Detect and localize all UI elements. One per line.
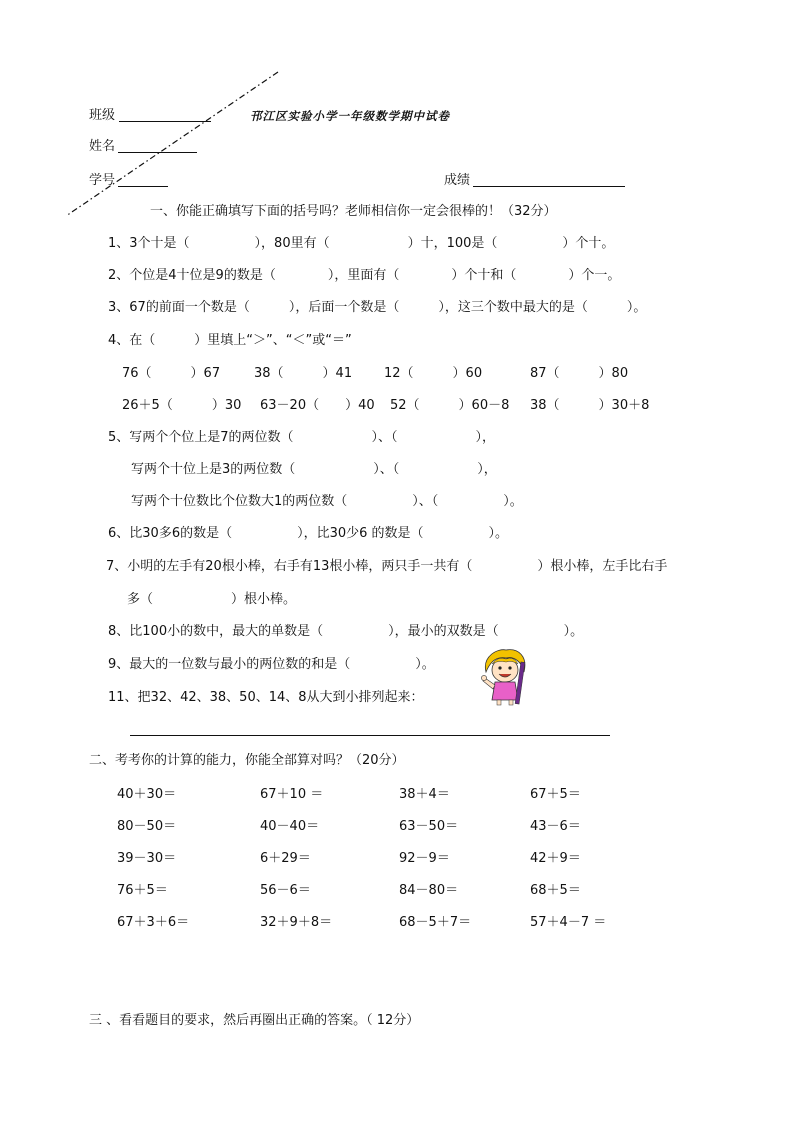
cartoon-girl-illustration <box>478 648 534 706</box>
answer-line-11 <box>130 735 610 736</box>
section2-title: 二、考考你的计算的能力，你能全部算对吗？（20分） <box>89 753 405 768</box>
question-11: 11、把32、42、38、50、14、8从大到小排列起来： <box>108 690 424 705</box>
calc-item: 32＋9＋8＝ <box>260 915 333 930</box>
section3-title: 三 、看看题目的要求，然后再圈出正确的答案。（ 12分） <box>89 1013 420 1028</box>
compare-item: 87（ ）80 <box>530 366 629 381</box>
question-5c: 写两个十位数比个位数大1的两位数（ ）、（ ）。 <box>131 494 523 509</box>
name-blank <box>118 152 197 153</box>
score-blank <box>473 186 625 187</box>
calc-item: 43－6＝ <box>530 819 581 834</box>
class-label: 班级 <box>89 108 116 123</box>
question-1: 1、3个十是（ ），80里有（ ）十，100是（ ）个十。 <box>108 236 615 251</box>
calc-item: 68＋5＝ <box>530 883 581 898</box>
calc-item: 42＋9＝ <box>530 851 581 866</box>
calc-item: 84－80＝ <box>399 883 459 898</box>
calc-item: 67＋5＝ <box>530 787 581 802</box>
question-9: 9、最大的一位数与最小的两位数的和是（ ）。 <box>108 657 435 672</box>
id-blank <box>118 186 168 187</box>
compare-item: 38（ ）30＋8 <box>530 398 650 413</box>
question-8: 8、比100小的数中，最大的单数是（ ），最小的双数是（ ）。 <box>108 624 584 639</box>
calc-item: 67＋10 ＝ <box>260 787 324 802</box>
calc-item: 63－50＝ <box>399 819 459 834</box>
calc-item: 57＋4－7 ＝ <box>530 915 607 930</box>
binding-cut-line <box>0 0 794 260</box>
calc-item: 67＋3＋6＝ <box>117 915 190 930</box>
question-7a: 7、小明的左手有20根小棒，右手有13根小棒，两只手一共有（ ）根小棒，左手比右手 <box>106 559 668 574</box>
section1-title: 一、你能正确填写下面的括号吗？老师相信你一定会很棒的！（32分） <box>150 204 557 219</box>
question-7b: 多（ ）根小棒。 <box>127 592 297 607</box>
calc-item: 38＋4＝ <box>399 787 450 802</box>
id-label: 学号 <box>89 173 116 188</box>
calc-item: 76＋5＝ <box>117 883 168 898</box>
exam-title: 邗江区实验小学一年级数学期中试卷 <box>250 109 450 123</box>
compare-item: 52（ ）60－8 <box>390 398 510 413</box>
compare-item: 26＋5（ ）30 <box>122 398 242 413</box>
compare-item: 76（ ）67 <box>122 366 221 381</box>
calc-item: 68－5＋7＝ <box>399 915 472 930</box>
score-label: 成绩 <box>444 173 471 188</box>
calc-item: 6＋29＝ <box>260 851 311 866</box>
class-blank <box>119 121 211 122</box>
compare-item: 38（ ）41 <box>254 366 353 381</box>
question-6: 6、比30多6的数是（ ），比30少6 的数是（ ）。 <box>108 526 509 541</box>
question-2: 2、个位是4十位是9的数是（ ），里面有（ ）个十和（ ）个一。 <box>108 268 621 283</box>
calc-item: 40－40＝ <box>260 819 320 834</box>
question-3: 3、67的前面一个数是（ ），后面一个数是（ ），这三个数中最大的是（ ）。 <box>108 300 647 315</box>
question-4: 4、在（ ）里填上“＞”、“＜”或“＝” <box>108 333 352 348</box>
calc-item: 56－6＝ <box>260 883 311 898</box>
question-5a: 5、写两个个位上是7的两位数（ ）、（ ）， <box>108 430 496 445</box>
compare-item: 63－20（ ）40 <box>260 398 375 413</box>
name-label: 姓名 <box>89 139 116 154</box>
calc-item: 80－50＝ <box>117 819 177 834</box>
calc-item: 39－30＝ <box>117 851 177 866</box>
question-5b: 写两个十位上是3的两位数（ ）、（ ）， <box>131 462 497 477</box>
calc-item: 40＋30＝ <box>117 787 177 802</box>
compare-item: 12（ ）60 <box>384 366 483 381</box>
calc-item: 92－9＝ <box>399 851 450 866</box>
